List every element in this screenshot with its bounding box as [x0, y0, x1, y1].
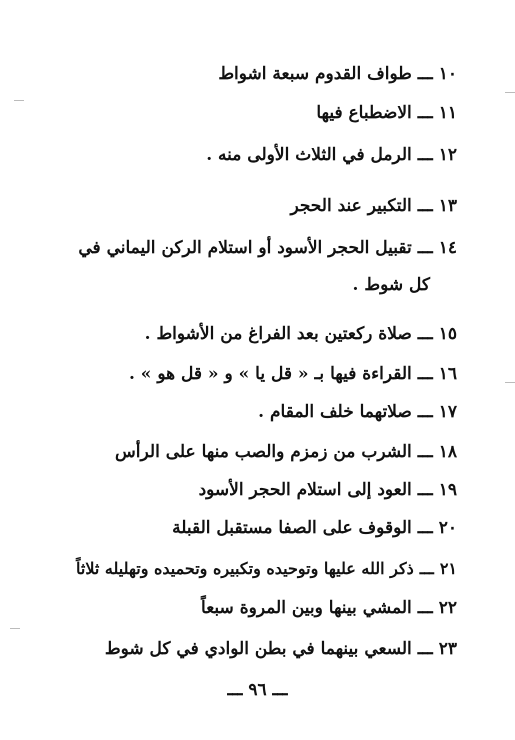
item-dash: ـــ — [417, 145, 433, 165]
item-dash: ـــ — [417, 518, 433, 538]
item-text: صلاتهما خلف المقام . — [258, 402, 412, 422]
item-dash: ـــ — [417, 598, 433, 618]
item-number: ١٩ — [438, 480, 457, 500]
list-item — [115, 440, 457, 464]
list-item — [105, 637, 457, 661]
item-text: التكبير عند الحجر — [290, 196, 412, 216]
item-dash: ـــ — [417, 639, 433, 659]
list-item — [290, 194, 457, 218]
item-dash: ـــ — [417, 324, 433, 344]
item-number: ١٧ — [438, 402, 457, 422]
item-text: القراءة فيها بـ « قل يا » و « قل هو » . — [128, 364, 412, 384]
item-text: صلاة ركعتين بعد الفراغ من الأشواط . — [144, 324, 412, 344]
list-item-continuation: كل شوط . — [352, 275, 430, 295]
item-dash: ـــ — [417, 480, 433, 500]
margin-mark — [10, 628, 20, 629]
item-dash: ـــ — [417, 402, 433, 422]
list-item — [206, 143, 457, 167]
item-number: ١٣ — [438, 196, 457, 216]
item-text: الرمل في الثلاث الأولى منه . — [206, 145, 412, 165]
item-dash: ـــ — [417, 196, 433, 216]
item-dash: ـــ — [419, 559, 434, 578]
item-number: ١٨ — [438, 442, 457, 462]
page-number: ـــ ٩٦ ـــ — [227, 680, 288, 700]
item-number: ٢١ — [439, 559, 457, 578]
item-text: ذكر الله عليها وتوحيده وتكبيره وتحميده وتهليله ثلاثاً — [75, 559, 414, 578]
list-item — [145, 322, 457, 346]
list-item — [258, 400, 457, 424]
item-dash: ـــ — [417, 364, 433, 384]
list-item — [199, 478, 457, 502]
list-item — [44, 236, 457, 260]
item-text: الاضطباع فيها — [316, 103, 412, 123]
list-item — [76, 557, 457, 581]
item-text: الوقوف على الصفا مستقبل القبلة — [172, 518, 412, 538]
margin-mark — [14, 100, 24, 101]
list-item — [172, 516, 457, 540]
item-dash: ـــ — [417, 103, 433, 123]
list-item — [201, 596, 457, 620]
list-item — [129, 362, 457, 386]
item-dash: ـــ — [417, 442, 433, 462]
item-text: العود إلى استلام الحجر الأسود — [198, 480, 412, 500]
item-text: تقبيل الحجر الأسود أو استلام الركن اليماني في — [78, 238, 412, 258]
item-number: ١٥ — [438, 324, 457, 344]
item-number: ١٠ — [438, 64, 457, 84]
item-number: ٢٣ — [438, 639, 457, 659]
item-number: ١٤ — [438, 238, 457, 258]
item-text: الشرب من زمزم والصب منها على الرأس — [115, 442, 412, 462]
margin-mark — [505, 382, 515, 383]
item-text: السعي بينهما في بطن الوادي في كل شوط — [104, 639, 412, 659]
item-number: ٢٢ — [438, 598, 457, 618]
item-dash: ـــ — [417, 238, 433, 258]
item-text: المشي بينها وبين المروة سبعاً — [201, 598, 412, 618]
list-item — [218, 62, 457, 86]
item-dash: ـــ — [417, 64, 433, 84]
item-text: طواف القدوم سبعة اشواط — [218, 64, 412, 84]
item-number: ١٢ — [438, 145, 457, 165]
item-number: ٢٠ — [438, 518, 457, 538]
list-item — [316, 101, 457, 125]
item-number: ١٦ — [438, 364, 457, 384]
margin-mark — [505, 92, 515, 93]
item-number: ١١ — [438, 103, 457, 123]
